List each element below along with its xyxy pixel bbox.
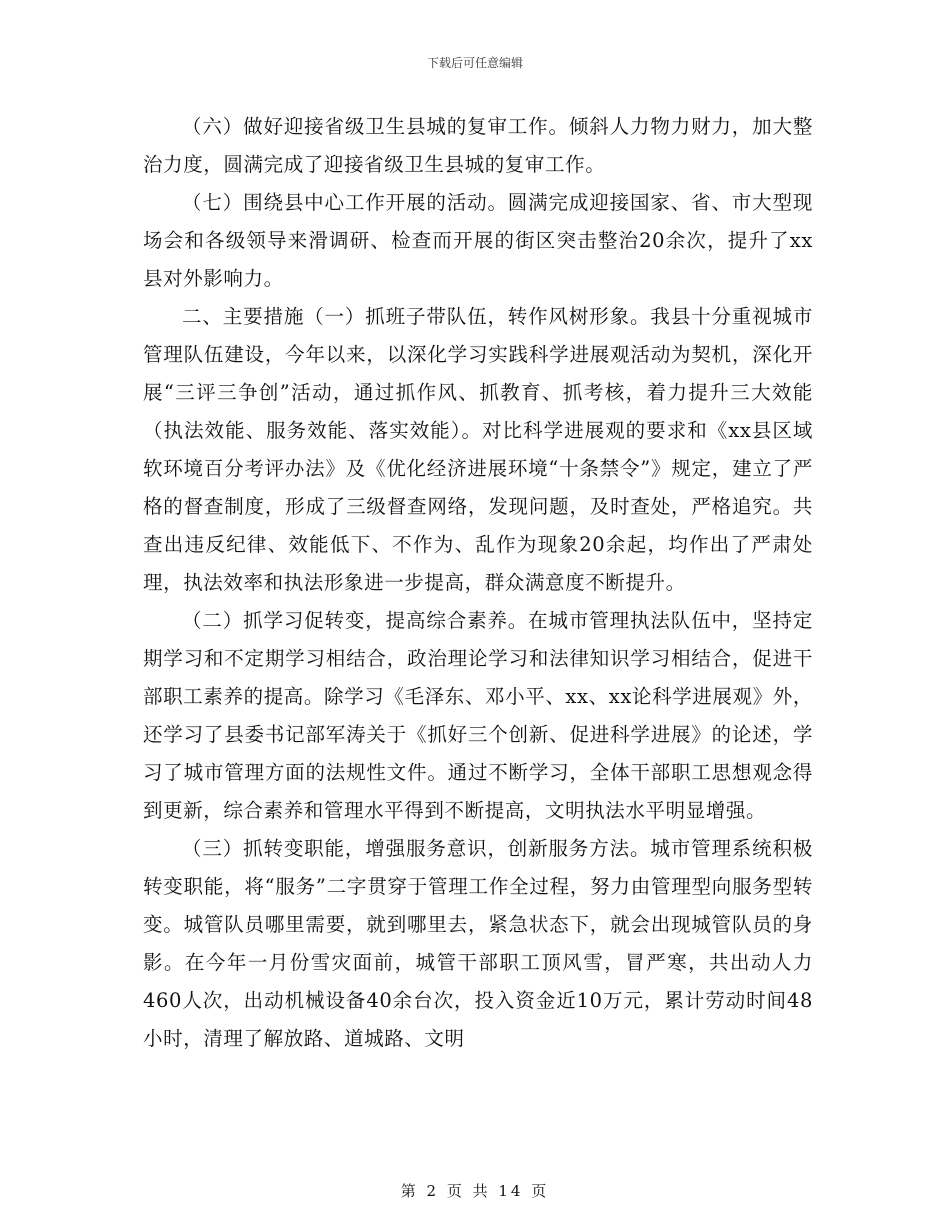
paragraph-7-county-activities: （七）围绕县中心工作开展的活动。圆满完成迎接国家、省、市大型现场会和各级领导来滑调研、检查而开展的街区突击整治20余次，提升了xx县对外影响力。 <box>143 191 813 290</box>
paragraph-6-sanitation-review: （六）做好迎接省级卫生县城的复审工作。倾斜人力物力财力，加大整治力度，圆满完成了迎接省级卫生县城的复审工作。 <box>143 115 813 176</box>
document-body <box>143 108 813 1058</box>
paragraph-study-transformation: （二）抓学习促转变，提高综合素养。在城市管理执法队伍中，坚持定期学习和不定期学习相结合，政治理论学习和法律知识学习相结合，促进干部职工素养的提高。除学习《毛泽东、邓小平、xx、xx论科学进展观》外，还学习了县委书记部军涛关于《抓好三个创新、促进科学进展》的论述，学习了城市管理方面的法规性文件。通过不断学习，全体干部职工思想观念得到更新，综合素养和管理水平得到不断提高，文明执法水平明显增强。 <box>143 609 813 822</box>
page-header: 下载后可任意编辑 <box>426 56 523 70</box>
paragraph-service-transformation: （三）抓转变职能，增强服务意识，创新服务方法。城市管理系统积极转变职能，将“服务”二字贯穿于管理工作全过程，努力由管理型向服务型转变。城管队员哪里需要，就到哪里去，紧急状态下，就会出现城管队员的身影。在今年一月份雪灾面前，城管干部职工顶风雪，冒严寒，共出动人力460人次，出动机械设备40余台次，投入资金近10万元，累计劳动时间48小时，清理了解放路、道城路、文明 <box>143 837 813 1050</box>
paragraph-main-measures-team: 二、主要措施（一）抓班子带队伍，转作风树形象。我县十分重视城市管理队伍建设，今年以来，以深化学习实践科学进展观活动为契机，深化开展“三评三争创”活动，通过抓作风、抓教育、抓考核，着力提升三大效能（执法效能、服务效能、落实效能）。对比科学进展观的要求和《xx县区域软环境百分考评办法》及《优化经济进展环境“十条禁令”》规定，建立了严格的督查制度，形成了三级督查网络，发现问题，及时查处，严格追究。共查出违反纪律、效能低下、不作为、乱作为现象20余起，均作出了严肃处理，执法效率和执法形象进一步提高，群众满意度不断提升。 <box>143 305 813 594</box>
page-number-footer: 第 2 页 共 14 页 <box>400 1182 550 1200</box>
